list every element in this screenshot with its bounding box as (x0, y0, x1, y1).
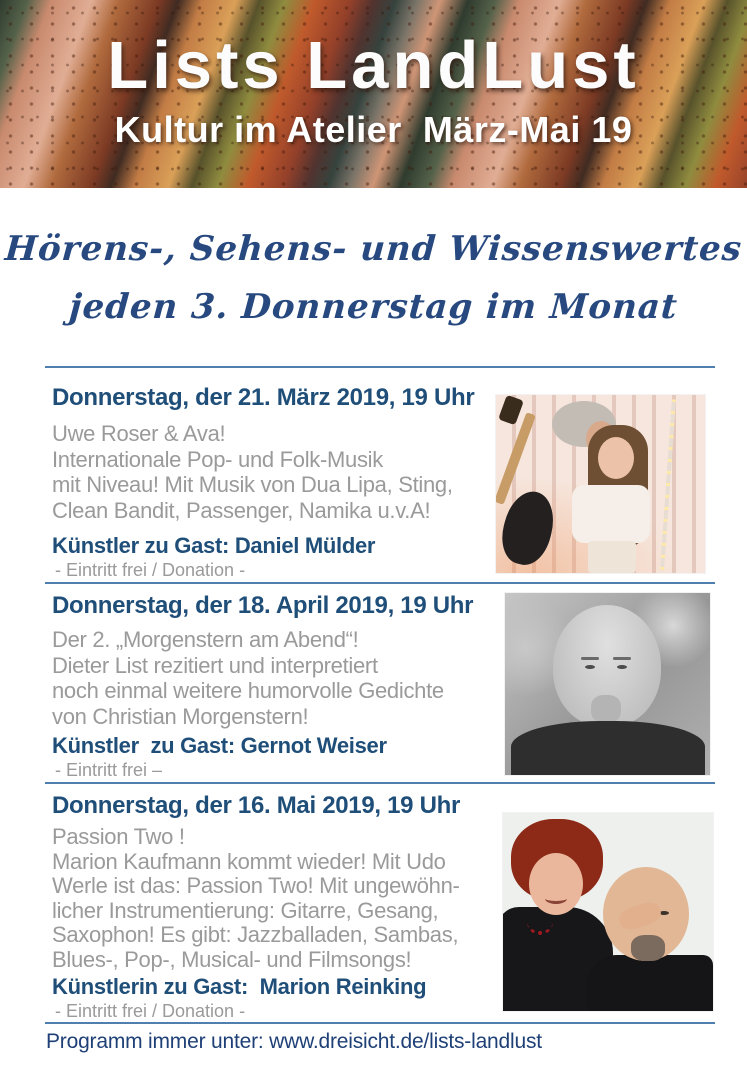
description-line: Clean Bandit, Passenger, Namika u.v.A! (52, 497, 431, 523)
description-line: Werle ist das: Passion Two! Mit ungewöhn- (52, 873, 460, 898)
divider (45, 1022, 715, 1024)
flyer-subtitle: Kultur im Atelier März-Mai 19 (114, 109, 633, 150)
woman-face (529, 853, 583, 915)
event-2-admission: - Eintritt frei – (55, 760, 163, 780)
event-3 (52, 791, 512, 1021)
eyebrow (581, 657, 599, 660)
event-3-date: Donnerstag, der 16. Mai 2019, 19 Uhr (52, 792, 461, 819)
event-3-admission: - Eintritt frei / Donation - (55, 1001, 246, 1021)
event-1-guest: Künstler zu Gast: Daniel Mülder (52, 533, 376, 558)
description-line: Passion Two ! (52, 824, 185, 849)
description-line: mit Niveau! Mit Musik von Dua Lipa, Sting, (52, 472, 453, 497)
event-2-guest: Künstler zu Gast: Gernot Weiser (52, 733, 387, 758)
eye (585, 665, 595, 669)
description-line: Dieter List rezitiert und interpretiert (52, 652, 378, 678)
event-1 (52, 383, 512, 580)
event-1-admission: - Eintritt frei / Donation - (55, 560, 246, 580)
description-line: Marion Kaufmann kommt wieder! Mit Udo (52, 848, 446, 874)
event-3-guest: Künstlerin zu Gast: Marion Reinking (52, 974, 427, 999)
event-3-description (52, 825, 512, 972)
event-2 (52, 591, 512, 780)
description-line: licher Instrumentierung: Gitarre, Gesang, (52, 897, 439, 923)
dark-shirt (511, 721, 705, 775)
guitar-headstock (498, 395, 524, 425)
woman-smile (545, 893, 567, 904)
event-2-description (52, 627, 512, 729)
flyer-title: Lists LandLust (107, 28, 640, 103)
description-line: Saxophon! Es gibt: Jazzballaden, Sambas, (52, 922, 459, 947)
event-1-photo (496, 395, 705, 573)
woman-skirt (588, 541, 636, 573)
string-lights (660, 399, 676, 571)
event-2-date: Donnerstag, der 18. April 2019, 19 Uhr (52, 592, 474, 619)
event-1-date: Donnerstag, der 21. März 2019, 19 Uhr (52, 384, 475, 411)
description-line: noch einmal weitere humorvolle Gedichte (52, 678, 444, 703)
red-necklace (527, 909, 553, 935)
eye (617, 665, 627, 669)
description-line: Uwe Roser & Ava! (52, 421, 226, 446)
banner-artwork (0, 0, 747, 188)
eyebrow (613, 657, 631, 660)
event-1-description (52, 421, 512, 523)
program-url: Programm immer unter: www.dreisicht.de/lists-landlust (46, 1030, 542, 1053)
description-line: Blues-, Pop-, Musical- und Filmsongs! (52, 946, 412, 972)
description-line: Internationale Pop- und Folk-Musik (52, 446, 383, 472)
man-dark-jacket (587, 955, 713, 1011)
divider (45, 366, 715, 368)
woman-face (598, 437, 634, 479)
woman-white-shirt (572, 485, 650, 543)
gray-goatee (591, 695, 621, 723)
goatee (631, 935, 665, 961)
divider (45, 582, 715, 584)
description-line: von Christian Morgenstern! (52, 703, 309, 729)
event-2-photo (505, 593, 710, 775)
event-3-photo (503, 813, 713, 1011)
tagline-line-2: jeden 3. Donnerstag im Monat (67, 287, 680, 327)
tagline (0, 220, 747, 336)
tagline-line-1: Hörens-, Sehens- und Wissenswertes (3, 229, 744, 269)
description-line: Der 2. „Morgenstern am Abend“! (52, 627, 359, 652)
divider (45, 782, 715, 784)
